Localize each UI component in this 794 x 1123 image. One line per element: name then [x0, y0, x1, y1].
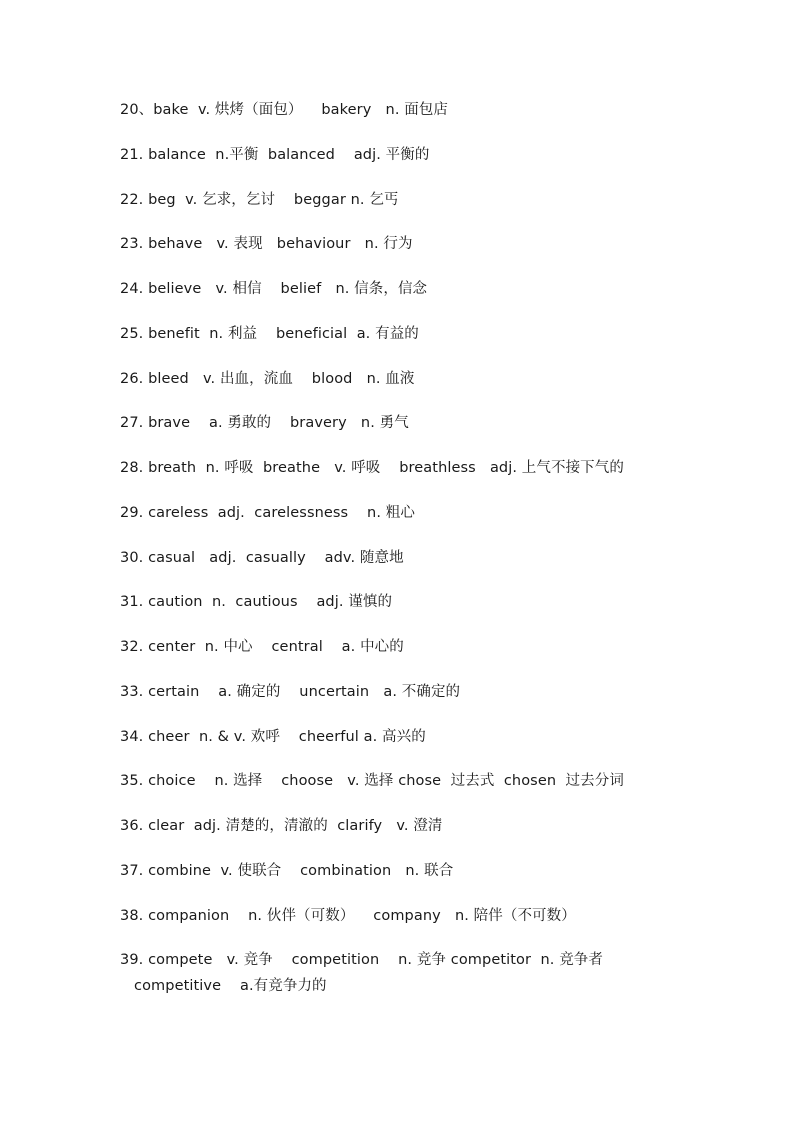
vocab-entry-27: 27. brave a. 勇敢的 bravery n. 勇气 [120, 415, 409, 432]
vocab-entry-37: 37. combine v. 使联合 combination n. 联合 [120, 862, 454, 879]
vocab-entry-35: 35. choice n. 选择 choose v. 选择 chose 过去式 chosen 过去分词 [120, 773, 624, 790]
vocab-entry-20: 20、bake v. 烘烤（面包） bakery n. 面包店 [120, 102, 449, 118]
vocab-entry-22: 22. beg v. 乞求，乞讨 beggar n. 乞丐 [120, 191, 399, 208]
vocab-entry-39-line-1: 39. compete v. 竞争 competition n. 竞争 competitor n. 竞争者 [120, 952, 603, 969]
vocab-entry-24: 24. believe v. 相信 belief n. 信条，信念 [120, 281, 428, 297]
vocab-entry-21: 21. balance n.平衡 balanced adj. 平衡的 [120, 146, 430, 163]
vocabulary-list [120, 100, 680, 1021]
vocab-entry-39 [120, 950, 680, 996]
vocab-entry-38: 38. companion n. 伙伴（可数） company n. 陪伴（不可数） [120, 907, 576, 924]
vocab-entry-29: 29. careless adj. carelessness n. 粗心 [120, 504, 415, 521]
vocab-entry-26: 26. bleed v. 出血，流血 blood n. 血液 [120, 370, 415, 387]
vocab-entry-33: 33. certain a. 确定的 uncertain a. 不确定的 [120, 683, 461, 700]
vocab-entry-39-line-2: competitive a.有竞争力的 [134, 978, 327, 995]
vocab-entry-25: 25. benefit n. 利益 beneficial a. 有益的 [120, 325, 419, 342]
vocab-entry-23: 23. behave v. 表现 behaviour n. 行为 [120, 236, 413, 253]
vocab-entry-31: 31. caution n. cautious adj. 谨慎的 [120, 594, 393, 611]
vocab-entry-36: 36. clear adj. 清楚的，清澈的 clarify v. 澄清 [120, 818, 443, 834]
vocab-entry-28: 28. breath n. 呼吸 breathe v. 呼吸 breathless adj. 上气不接下气的 [120, 460, 624, 476]
vocab-entry-32: 32. center n. 中心 central a. 中心的 [120, 639, 404, 655]
vocab-entry-30: 30. casual adj. casually adv. 随意地 [120, 549, 404, 566]
vocab-entry-34: 34. cheer n. & v. 欢呼 cheerful a. 高兴的 [120, 728, 426, 745]
